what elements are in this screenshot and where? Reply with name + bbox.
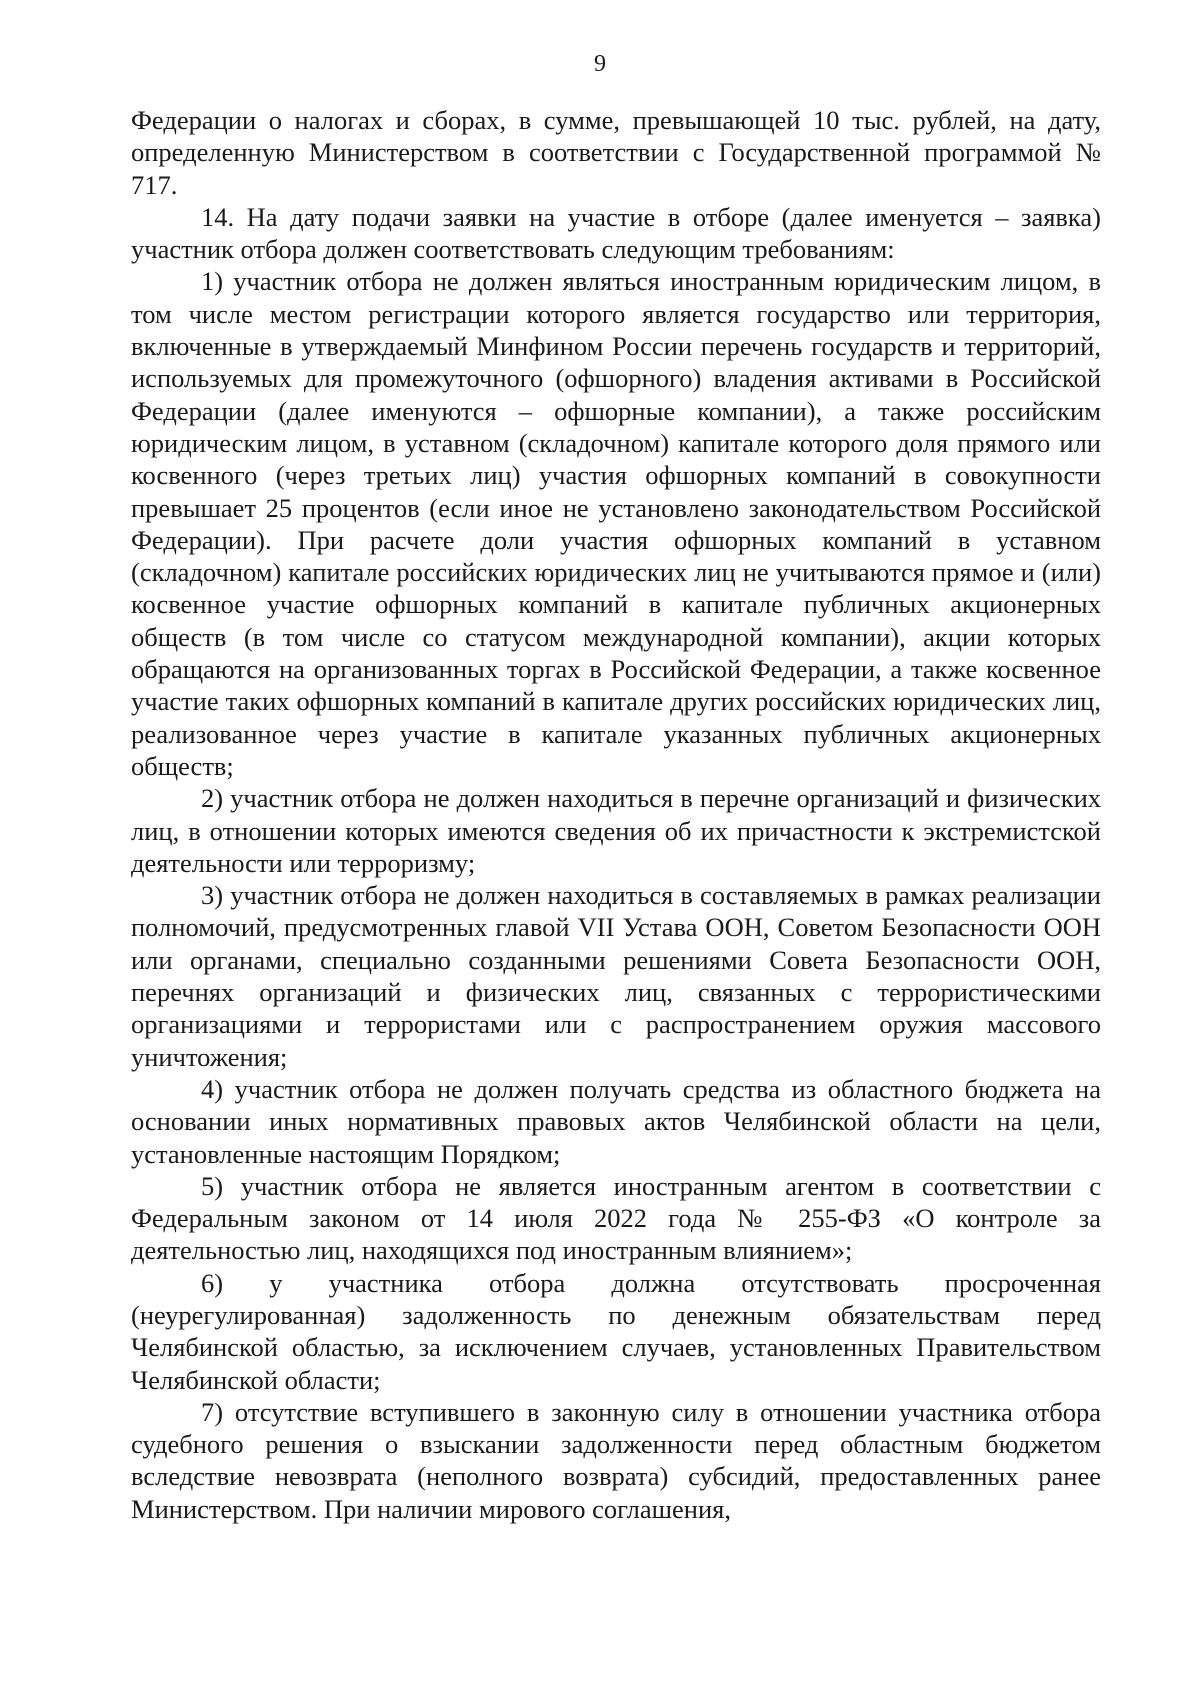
paragraph-item-2: 2) участник отбора не должен находиться в перечне организаций и физических лиц, в отношении которых имеются сведения об их причастности к экстремистской деятельности или терроризму;: [131, 783, 1101, 878]
paragraph-item-7: 7) отсутствие вступившего в законную силу в отношении участника отбора судебного решения о взыскании задолженности перед областным бюджетом вследствие невозврата (неполного возврата) субсидий, предоставленных ранее Министерством. При наличии мирового соглашения,: [131, 1396, 1101, 1524]
paragraph-item-3: 3) участник отбора не должен находиться в составляемых в рамках реализации полномочий, предусмотренных главой VII Устава ООН, Советом Безопасности ООН или органами, специально созданными решениями Совета Безопасности ООН, перечнях организаций и физических лиц, связанных с террористическими организациями и террористами или с распространением оружия массового уничтожения;: [131, 880, 1101, 1072]
paragraph-item-4: 4) участник отбора не должен получать средства из областного бюджета на основании иных нормативных правовых актов Челябинской области на цели, установленные настоящим Порядком;: [131, 1073, 1101, 1169]
paragraph-item-1: 1) участник отбора не должен являться иностранным юридическим лицом, в том числе местом регистрации которого является государство или территория, включенные в утверждаемый Минфином России перечень государств и территорий, используемых для промежуточного (офшорного) владения активами в Российской Федерации (далее именуются – офшорные компании), а также российским юридическим лицом, в уставном (складочном) капитале которого доля прямого или косвенного (через третьих лиц) участия офшорных компаний в совокупности превышает 25 процентов (если иное не установлено законодательством Российской Федерации). При расчете доли участия офшорных компаний в уставном (складочном) капитале российских юридических лиц не учитываются прямое и (или) косвенное участие офшорных компаний в капитале публичных акционерных обществ (в том числе со статусом международной компании), акции которых обращаются на организованных торгах в Российской Федерации, а также косвенное участие таких офшорных компаний в капитале других российских юридических лиц, реализованное через участие в капитале указанных публичных акционерных обществ;: [131, 266, 1101, 781]
document-body: [131, 104, 1101, 1525]
page-number: 9: [594, 51, 606, 77]
paragraph-item-5: 5) участник отбора не является иностранным агентом в соответствии с Федеральным законом от 14 июля 2022 года № 255-ФЗ «О контроле за деятельностью лиц, находящихся под иностранным влиянием»;: [131, 1170, 1101, 1266]
paragraph-continuation: Федерации о налогах и сборах, в сумме, превышающей 10 тыс. рублей, на дату, определенную Министерством в соответствии с Государственной программой № 717.: [131, 105, 1101, 200]
paragraph-item-6: 6) у участника отбора должна отсутствовать просроченная (неурегулированная) задолженность по денежным обязательствам перед Челябинской областью, за исключением случаев, установленных Правительством Челябинской области;: [131, 1267, 1101, 1395]
paragraph-clause-14: 14. На дату подачи заявки на участие в отборе (далее именуется – заявка) участник отбора должен соответствовать следующим требованиям:: [131, 201, 1101, 265]
